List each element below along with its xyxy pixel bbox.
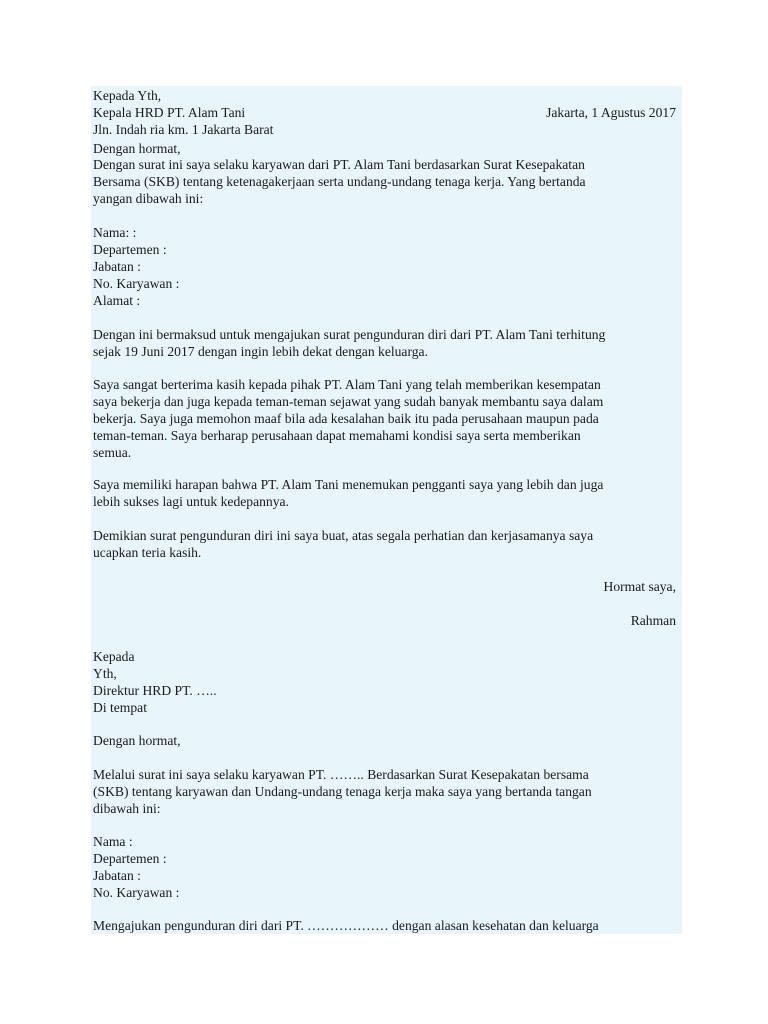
paragraph-line: sejak 19 Juni 2017 dengan ingin lebih dekat dengan keluarga. xyxy=(93,344,428,359)
document-page xyxy=(91,86,682,934)
recipient-address: Jln. Indah ria km. 1 Jakarta Barat xyxy=(93,122,274,137)
letter-date: Jakarta, 1 Agustus 2017 xyxy=(546,105,676,120)
field-nama: Nama : xyxy=(93,834,133,849)
paragraph-line: saya bekerja dan juga kepada teman-teman sejawat yang sudah banyak membantu saya dalam xyxy=(93,394,604,409)
closing: Hormat saya, xyxy=(603,579,676,594)
field-no-karyawan: No. Karyawan : xyxy=(93,885,180,900)
recipient-line-2: Kepala HRD PT. Alam Tani xyxy=(93,105,246,120)
greeting: Dengan hormat, xyxy=(93,733,181,748)
recipient-line: Di tempat xyxy=(93,700,147,715)
field-departemen: Departemen : xyxy=(93,242,167,257)
signature-name: Rahman xyxy=(630,613,676,628)
field-jabatan: Jabatan : xyxy=(93,868,141,883)
intro-line: Melalui surat ini saya selaku karyawan PT. …….. Berdasarkan Surat Kesepakatan bersama xyxy=(93,767,589,782)
field-departemen: Departemen : xyxy=(93,851,167,866)
intro-line: Bersama (SKB) tentang ketenagakerjaan serta undang-undang tenaga kerja. Yang bertanda xyxy=(93,174,586,189)
field-no-karyawan: No. Karyawan : xyxy=(93,276,180,291)
field-jabatan: Jabatan : xyxy=(93,259,141,274)
paragraph-line: lebih sukses lagi untuk kedepannya. xyxy=(93,494,289,509)
intro-line: yangan dibawah ini: xyxy=(93,191,204,206)
paragraph-line: bekerja. Saya juga memohon maaf bila ada kesalahan baik itu pada perusahaan maupun pada xyxy=(93,411,599,426)
paragraph-line: Demikian surat pengunduran diri ini saya buat, atas segala perhatian dan kerjasamanya saya xyxy=(93,528,594,543)
recipient-line: Yth, xyxy=(93,666,117,681)
recipient-line: Kepada xyxy=(93,649,135,664)
paragraph-line: teman-teman. Saya berharap perusahaan dapat memahami kondisi saya serta memberikan xyxy=(93,428,581,443)
field-nama: Nama: : xyxy=(93,225,137,240)
recipient-line: Direktur HRD PT. ….. xyxy=(93,683,217,698)
paragraph-line: ucapkan teria kasih. xyxy=(93,545,202,560)
greeting: Dengan hormat, xyxy=(93,141,181,156)
paragraph-line: Saya sangat berterima kasih kepada pihak PT. Alam Tani yang telah memberikan kesempatan xyxy=(93,377,601,392)
recipient-line-1: Kepada Yth, xyxy=(93,88,162,103)
field-alamat: Alamat : xyxy=(93,293,141,308)
intro-line: dibawah ini: xyxy=(93,801,161,816)
paragraph-line: Saya memiliki harapan bahwa PT. Alam Tani menemukan pengganti saya yang lebih dan juga xyxy=(93,477,604,492)
paragraph-line: semua. xyxy=(93,445,132,460)
paragraph-line: Mengajukan pengunduran diri dari PT. ……………… dengan alasan kesehatan dan keluarga xyxy=(93,918,599,933)
intro-line: Dengan surat ini saya selaku karyawan dari PT. Alam Tani berdasarkan Surat Kesepakatan xyxy=(93,157,585,172)
paragraph-line: Dengan ini bermaksud untuk mengajukan surat pengunduran diri dari PT. Alam Tani terhitung xyxy=(93,327,606,342)
intro-line: (SKB) tentang karyawan dan Undang-undang tenaga kerja maka saya yang bertanda tangan xyxy=(93,784,592,799)
